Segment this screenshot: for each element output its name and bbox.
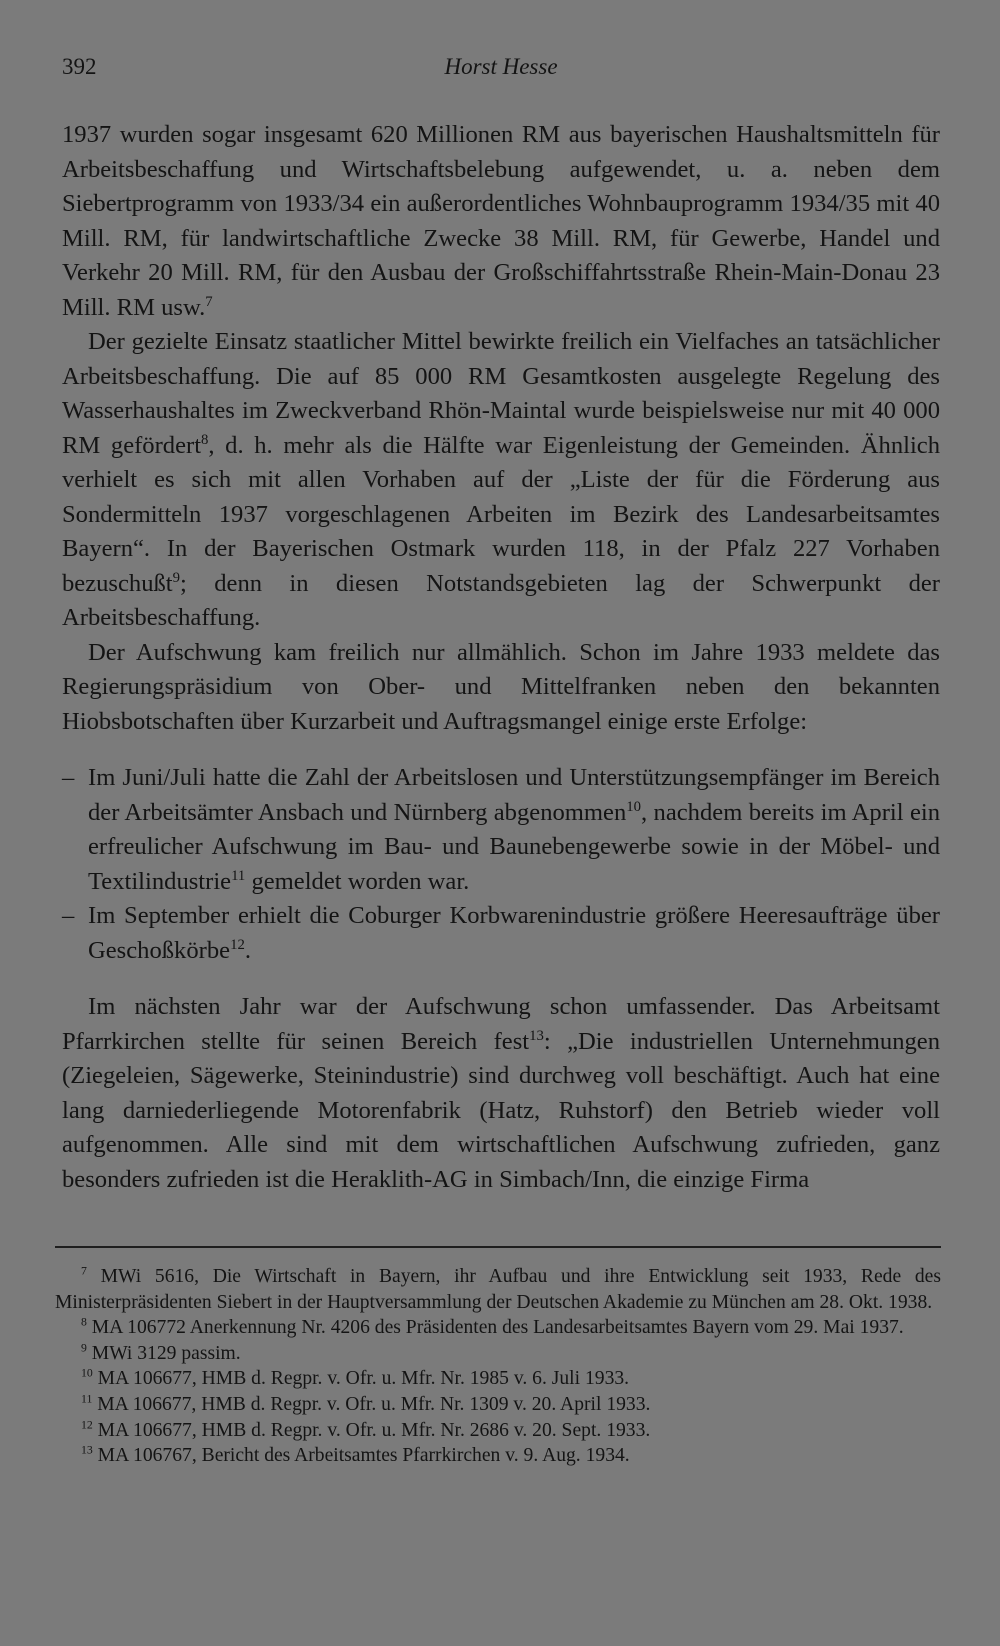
footnote-ref: 10	[626, 798, 642, 815]
footnote-number: 7	[81, 1264, 87, 1278]
footnote-11	[55, 1392, 941, 1418]
list-item-text: Im September erhielt die Coburger Korbwarenindustrie größere Heeresaufträge über Geschoßkörbe	[88, 902, 940, 964]
footnote-9	[55, 1341, 941, 1367]
list-item-text: gemeldet worden war.	[245, 867, 470, 895]
list-item	[62, 899, 940, 968]
paragraph-text: ; denn in diesen Notstandsgebieten lag der Schwerpunkt der Arbeitsbeschaffung.	[62, 569, 940, 631]
paragraph-text: : „Die industriellen Unternehmungen (Ziegeleien, Sägewerke, Steinindustrie) sind durchweg voll beschäftigt. Auch hat eine lang darniederliegende Motorenfabrik (Hatz, Ruhstorf) den Betrieb wieder voll aufgenommen. Alle sind mit dem wirtschaftlichen Aufschwung zufrieden, ganz besonders zufrieden ist die Heraklith-AG in Simbach/Inn, die einzige Firma	[62, 1027, 941, 1193]
paragraph-text: Im nächsten Jahr war der Aufschwung schon umfassender. Das Arbeitsamt Pfarrkirchen stellte für seinen Bereich fest	[62, 993, 940, 1055]
footnote-ref: 8	[201, 431, 209, 448]
footnote-8	[55, 1315, 941, 1341]
bullet-list	[62, 761, 940, 968]
footnote-number: 9	[81, 1341, 87, 1355]
footnote-text: MWi 3129 passim.	[91, 1342, 241, 1364]
page-header	[62, 48, 940, 84]
paragraph-4	[62, 990, 940, 1197]
footnote-number: 8	[81, 1315, 87, 1329]
paragraph-2	[62, 325, 940, 636]
footnote-12	[55, 1418, 941, 1444]
running-head: Horst Hesse	[444, 54, 558, 79]
footnote-13	[55, 1443, 941, 1469]
body-text	[62, 118, 940, 1197]
footnote-text: MA 106677, HMB d. Regpr. v. Ofr. u. Mfr. Nr. 1985 v. 6. Juli 1933.	[97, 1368, 630, 1390]
footnote-text: MA 106767, Bericht des Arbeitsamtes Pfarrkirchen v. 9. Aug. 1934.	[97, 1445, 630, 1467]
footnote-ref: 7	[205, 293, 213, 310]
footnote-number: 13	[81, 1443, 93, 1457]
footnote-ref: 11	[231, 867, 246, 884]
dash-marker: –	[62, 902, 75, 929]
paragraph-1	[62, 118, 940, 325]
footnote-number: 10	[81, 1366, 93, 1380]
footnote-divider	[55, 1246, 941, 1248]
paragraph-text: 1937 wurden sogar insgesamt 620 Millionen RM aus bayerischen Haushaltsmitteln für Arbeitsbeschaffung und Wirtschaftsbelebung aufgewendet, u. a. neben dem Siebertprogramm von 1933/34 ein außerordentliches Wohnbauprogramm 1934/35 mit 40 Mill. RM, für landwirtschaftliche Zwecke 38 Mill. RM, für Gewerbe, Handel und Verkehr 20 Mill. RM, für den Ausbau der Großschiffahrtsstraße Rhein-Main-Donau 23 Mill. RM usw.	[62, 121, 940, 321]
list-item-text: , nachdem bereits im April ein erfreulicher Aufschwung im Bau- und Baunebengewerbe sowie in der Möbel- und Textilindustrie	[88, 798, 940, 895]
footnote-number: 11	[81, 1392, 93, 1406]
page-number: 392	[62, 54, 97, 79]
footnote-7	[55, 1264, 941, 1315]
footnote-ref: 9	[172, 569, 181, 586]
paragraph-3: Der Aufschwung kam freilich nur allmählich. Schon im Jahre 1933 meldete das Regierungspräsidium von Ober- und Mittelfranken neben den bekannten Hiobsbotschaften über Kurzarbeit und Auftragsmangel einige erste Erfolge:	[62, 638, 940, 735]
list-item	[62, 761, 940, 899]
dash-marker: –	[62, 764, 75, 791]
footnote-text: MA 106772 Anerkennung Nr. 4206 des Präsidenten des Landesarbeitsamtes Bayern vom 29. Mai 1937.	[91, 1317, 904, 1339]
list-item-text: .	[244, 936, 251, 964]
footnote-ref: 12	[230, 936, 245, 953]
paragraph-text: Der gezielte Einsatz staatlicher Mittel bewirkte freilich ein Vielfaches an tatsächlicher Arbeitsbeschaffung. Die auf 85 000 RM Gesamtkosten ausgelegte Regelung des Wasserhaushaltes im Zweckverband Rhön-Maintal wurde beispielsweise nur mit 40 000 RM gefördert	[62, 328, 940, 459]
footnote-text: MA 106677, HMB d. Regpr. v. Ofr. u. Mfr. Nr. 1309 v. 20. April 1933.	[97, 1393, 651, 1415]
list-item-text: Im Juni/Juli hatte die Zahl der Arbeitslosen und Unterstützungsempfänger im Bereich der Arbeitsämter Ansbach und Nürnberg abgenommen	[88, 764, 940, 826]
footnote-text: MWi 5616, Die Wirtschaft in Bayern, ihr Aufbau und ihre Entwicklung seit 1933, Rede des Ministerpräsidenten Siebert in der Hauptversammlung der Deutschen Akademie zu München am 28. Okt. 1938.	[55, 1266, 942, 1313]
paragraph-text: , d. h. mehr als die Hälfte war Eigenleistung der Gemeinden. Ähnlich verhielt es sich mit allen Vorhaben auf der „Liste der für die Förderung aus Sondermitteln 1937 vorgeschlagenen Arbeiten im Bezirk des Landesarbeitsamtes Bayern“. In der Bayerischen Ostmark wurden 118, in der Pfalz 227 Vorhaben bezuschußt	[62, 431, 940, 597]
footnote-text: MA 106677, HMB d. Regpr. v. Ofr. u. Mfr. Nr. 2686 v. 20. Sept. 1933.	[97, 1419, 651, 1441]
footnote-number: 12	[81, 1418, 93, 1432]
footnote-ref: 13	[529, 1027, 544, 1044]
footnote-10	[55, 1366, 941, 1392]
footnotes	[55, 1264, 941, 1469]
